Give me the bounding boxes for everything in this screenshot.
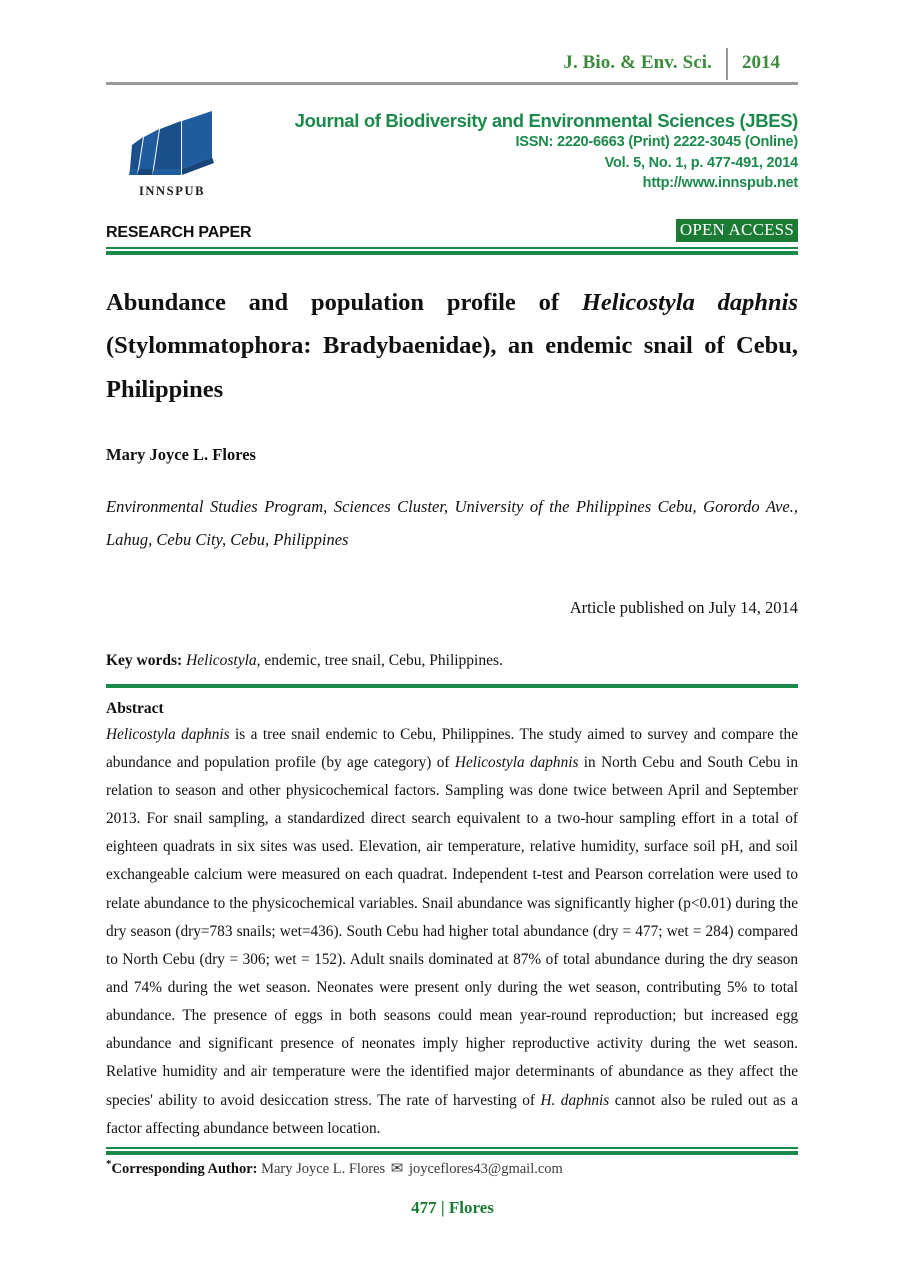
running-head-year: 2014: [742, 52, 780, 73]
journal-website[interactable]: http://www.innspub.net: [642, 175, 798, 192]
abstract-rule: [106, 1147, 798, 1155]
author-name: Mary Joyce L. Flores: [106, 445, 256, 465]
abstract-species-lead: Helicostyla daphnis: [106, 725, 230, 743]
abstract-heading: Abstract: [106, 699, 164, 717]
title-species-name: Helicostyla daphnis: [581, 288, 798, 316]
envelope-icon: ✉: [390, 1160, 404, 1177]
title-segment-1: Abundance and population profile of: [106, 288, 582, 316]
keywords: [106, 652, 798, 670]
keywords-rest: , endemic, tree snail, Cebu, Philippines.: [256, 651, 503, 669]
publication-date: Article published on July 14, 2014: [569, 597, 798, 617]
publisher-logo: [106, 105, 238, 199]
masthead: [106, 105, 798, 209]
abstract-species-mid: Helicostyla daphnis: [454, 753, 579, 771]
journal-volume: Vol. 5, No. 1, p. 477-491, 2014: [604, 154, 798, 171]
corresponding-author-label: Corresponding Author:: [111, 1160, 258, 1177]
running-head-journal: J. Bio. & Env. Sci.: [563, 52, 712, 73]
abstract-text-2: in North Cebu and South Cebu in relation to season and other physicochemical factors. Sampling was done twice between April and September 2013. For snail sampling, a standardized direct search equivalent to a two-hour sampling effort in a total of eighteen quadrats in six sites was used. Elevation, air temperature, relative humidity, surface soil pH, and soil exchangeable calcium were measured on each quadrat. Independent t-test and Pearson correlation were used to relate abundance to the physicochemical variables. Snail abundance was significantly higher (p<0.01) during the dry season (dry=783 snails; wet=436). South Cebu had higher total abundance (dry = 477; wet = 284) compared to North Cebu (dry = 306; wet = 152). Adult snails dominated at 87% of total abundance during the dry season and 74% during the wet season. Neonates were present only during the wet season, contributing 5% to total abundance. The presence of eggs in both seasons could mean year-round reproduction; but increased egg abundance and significant presence of neonates imply higher reproductive activity during the wet season. Relative humidity and air temperature were the identified major determinants of abundance as they affect the species' ability to avoid desiccation stress. The rate of harvesting of: [106, 753, 798, 1109]
open-access-badge: OPEN ACCESS: [676, 219, 798, 242]
page-content: [106, 0, 798, 1178]
rule-thick: [106, 251, 798, 255]
abstract-body: [106, 721, 798, 1143]
running-head: [106, 0, 798, 74]
innspub-books-logo-icon: [124, 107, 220, 183]
journal-title: Journal of Biodiversity and Environmental Sciences (JBES): [294, 110, 798, 131]
keywords-label: Key words:: [106, 651, 183, 669]
corresponding-author: [106, 1158, 798, 1178]
paper-type-label: RESEARCH PAPER: [106, 223, 252, 241]
keywords-rule: [106, 684, 798, 688]
abstract-text-3: cannot also be ruled out as a factor affecting abundance between location.: [106, 1091, 798, 1137]
rule-thick-bottom: [106, 1151, 798, 1155]
author-affiliation: Environmental Studies Program, Sciences Cluster, University of the Philippines Cebu, Gorordo Ave., Lahug, Cebu City, Cebu, Philippines: [106, 497, 798, 549]
corresponding-author-email[interactable]: joyceflores43@gmail.com: [408, 1160, 563, 1177]
keywords-first-term: Helicostyla: [186, 651, 257, 669]
page-footer: 477 | Flores: [411, 1198, 494, 1217]
abstract-species-end: H. daphnis: [540, 1091, 610, 1109]
masthead-text: [238, 105, 798, 194]
paper-type-bar: [106, 219, 798, 242]
header-rule: [106, 82, 798, 85]
abstract-text-1: is a tree snail endemic to Cebu, Philippines. The study aimed to survey and compare the abundance and population profile (by age category) of: [106, 725, 798, 771]
title-segment-2: (Stylommatophora: Bradybaenidae), an endemic snail of Cebu, Philippines: [106, 332, 798, 403]
journal-issn: ISSN: 2220-6663 (Print) 2222-3045 (Online): [515, 134, 798, 151]
publisher-logo-wordmark: INNSPUB: [138, 184, 206, 198]
corresponding-author-name: Mary Joyce L. Flores: [261, 1160, 386, 1177]
paper-bar-rule: [106, 247, 798, 255]
page-title: [106, 281, 798, 412]
corresponding-author-star: *: [106, 1157, 112, 1170]
